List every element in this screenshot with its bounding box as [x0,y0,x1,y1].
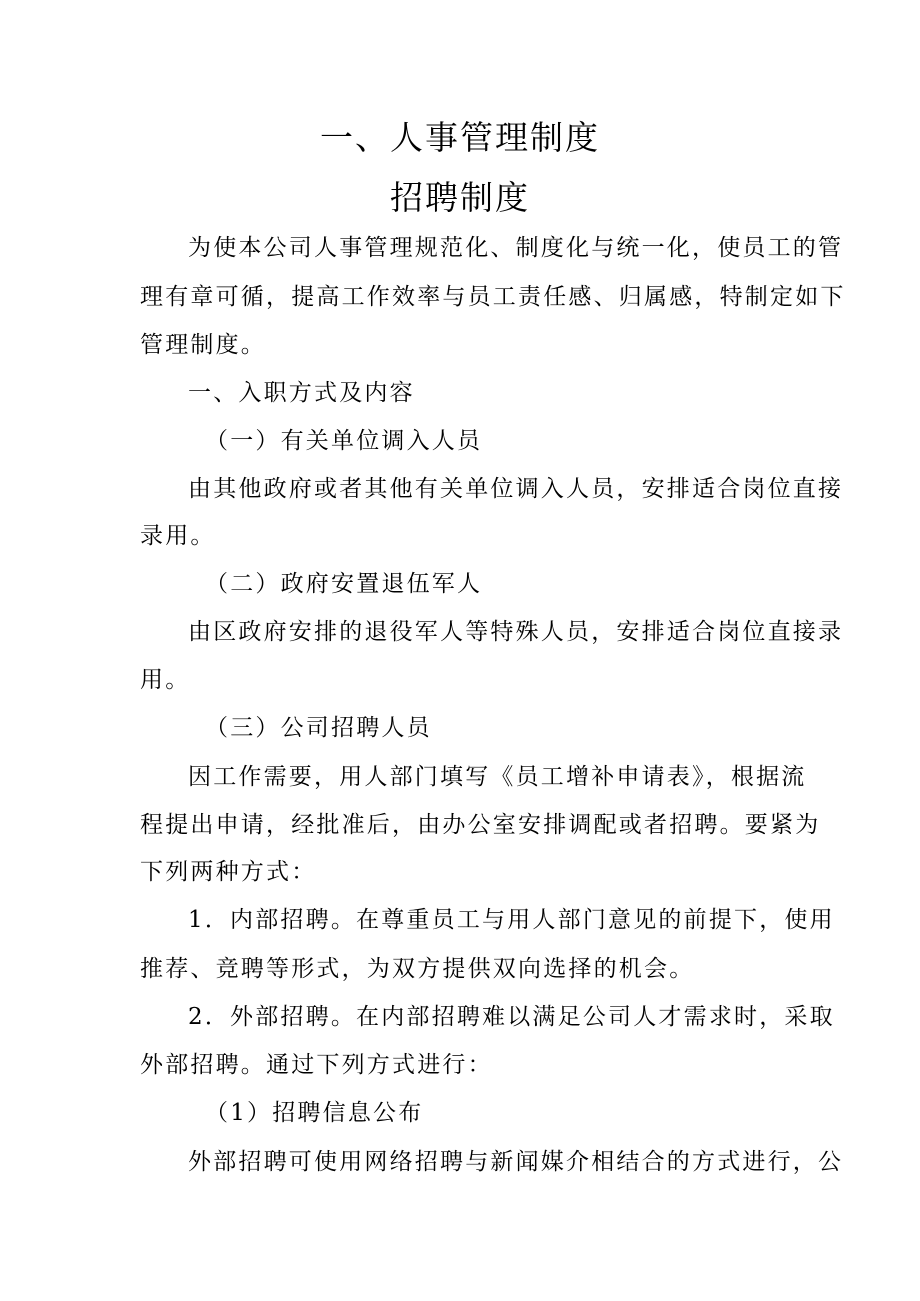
paragraph-line: 为使本公司人事管理规范化、制度化与统一化，使员工的管 [188,235,844,261]
subsection-heading: （三）公司招聘人员 [205,715,432,741]
paragraph-line: 因工作需要，用人部门填写《员工增补申请表》，根据流 [188,764,807,790]
paragraph-line: 下列两种方式： [140,859,317,885]
paragraph-line: 外部招聘。通过下列方式进行： [140,1052,493,1078]
subsection-heading: （1）招聘信息公布 [205,1100,424,1126]
list-item-line: 2．外部招聘。在内部招聘难以满足公司人才需求时，采取 [188,1004,835,1030]
paragraph-line: 管理制度。 [140,332,266,358]
list-item-line: 1．内部招聘。在尊重员工与用人部门意见的前提下，使用 [188,907,835,933]
paragraph-line: 理有章可循，提高工作效率与员工责任感、归属感，特制定如下 [140,284,846,310]
paragraph-line: 由其他政府或者其他有关单位调入人员，安排适合岗位直接 [188,476,844,502]
section-heading: 一、入职方式及内容 [188,380,415,406]
paragraph-line: 由区政府安排的退役军人等特殊人员，安排适合岗位直接录 [188,619,844,645]
document-title: 一、人事管理制度 [320,118,600,157]
paragraph-line: 用。 [140,667,191,693]
document-subtitle: 招聘制度 [390,178,530,217]
subsection-heading: （二）政府安置退伍军人 [205,571,483,597]
paragraph-line: 程提出申请，经批准后，由办公室安排调配或者招聘。要紧为 [140,812,821,838]
subsection-heading: （一）有关单位调入人员 [205,428,483,454]
paragraph-line: 外部招聘可使用网络招聘与新闻媒介相结合的方式进行，公 [188,1149,844,1175]
paragraph-line: 录用。 [140,523,216,549]
paragraph-line: 推荐、竞聘等形式，为双方提供双向选择的机会。 [140,956,695,982]
